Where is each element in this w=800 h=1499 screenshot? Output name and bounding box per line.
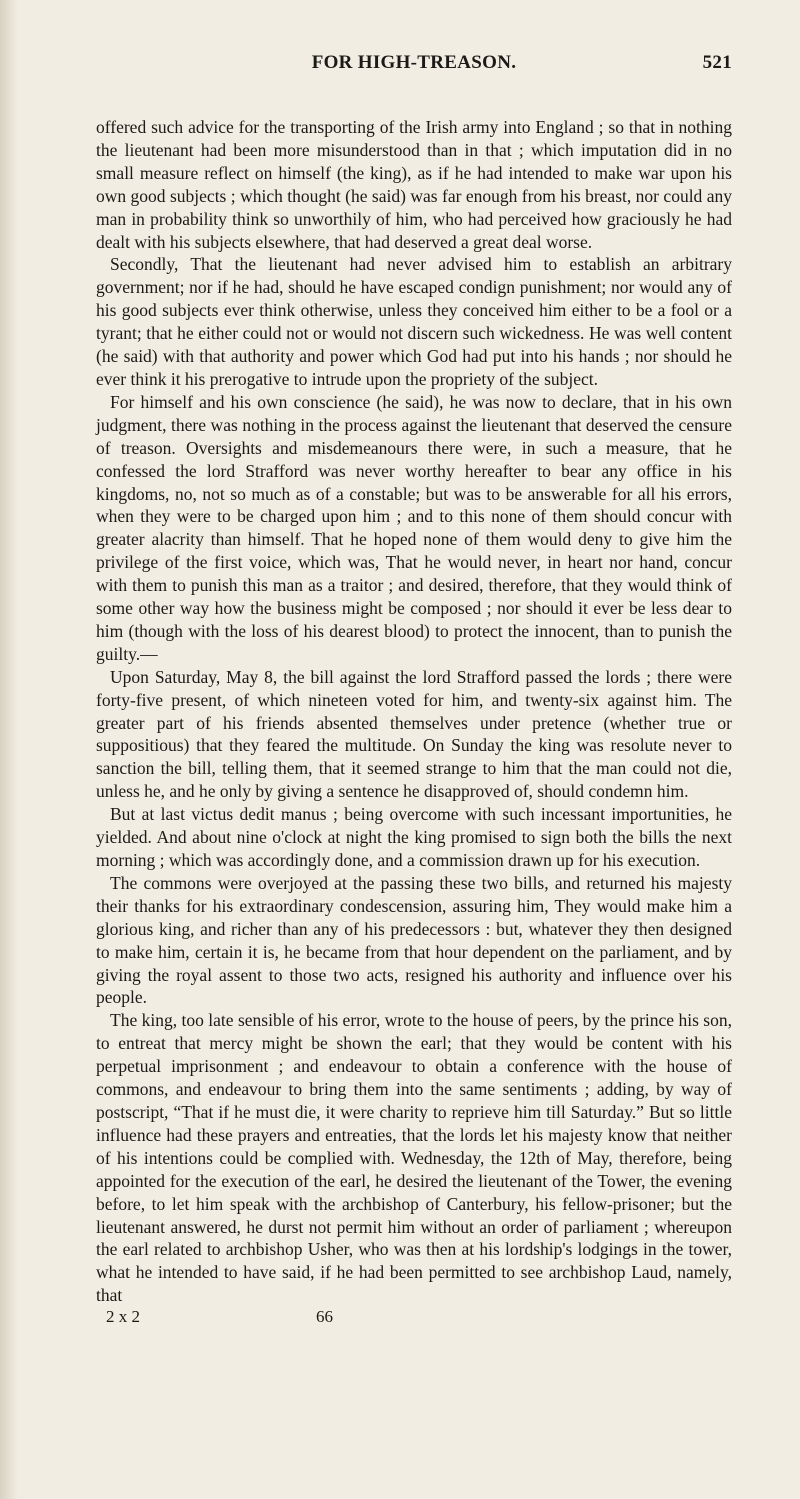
page-gutter-shadow	[0, 0, 18, 1499]
paragraph: The commons were overjoyed at the passing these two bills, and returned his majesty their thanks for his extraordinary condescension, assuring him, They would make him a glorious king, and richer than any of his predecessors : but, whatever they then designed to make him, certain it is, he became from that hour dependent on the parliament, and by giving the royal assent to those two acts, resigned his authority and influence over his people.	[96, 872, 732, 1008]
body-text	[96, 116, 732, 1307]
paragraph: offered such advice for the transporting of the Irish army into England ; so that in nothing the lieutenant had been more misunderstood than in that ; which imputation did in no small measure reflect on himself (the king), as if he had intended to make war upon his own good subjects ; which thought (he said) was far enough from his breast, nor could any man in probability think so unworthily of him, who had perceived how graciously he had dealt with his subjects elsewhere, that had deserved a great deal worse.	[96, 117, 732, 252]
running-header	[96, 0, 732, 104]
paragraph: But at last victus dedit manus ; being overcome with such incessant importunities, he yielded. And about nine o'clock at night the king promised to sign both the bills the next morning ; which was accordingly done, and a commission drawn up for his execution.	[96, 804, 732, 870]
page-number: 521	[702, 52, 732, 73]
paragraph: The king, too late sensible of his error, wrote to the house of peers, by the prince his son, to entreat that mercy might be shown the earl; that they would be content with his perpetual imprisonment ; and endeavour to obtain a conference with the house of commons, and endeavour to bring them into the same sentiments ; adding, by way of postscript, “That if he must die, it were charity to reprieve him till Saturday.” But so little influence had these prayers and entreaties, that the lords let his majesty know that neither of his intentions could be complied with. Wednesday, the 12th of May, therefore, being appointed for the execution of the earl, he desired the lieutenant of the Tower, the evening before, to let him speak with the archbishop of Canterbury, his fellow-prisoner; but the lieutenant answered, he durst not permit him without an order of parliament ; whereupon the earl related to archbishop Usher, who was then at his lordship's lodgings in the tower, what he intended to have said, if he had been permitted to see archbishop Laud, namely, that	[96, 1010, 732, 1306]
paragraph: Upon Saturday, May 8, the bill against the lord Strafford passed the lords ; there were forty-five present, of which nineteen voted for him, and twenty-six against him. The greater part of his friends absented themselves under pretence (whether true or suppositious) that they feared the multitude. On Sunday the king was resolute never to sanction the bill, telling them, that it seemed strange to him that the man could not die, unless he, and he only by giving a sentence he disapproved of, should condemn him.	[96, 666, 732, 802]
paragraph: Secondly, That the lieutenant had never advised him to establish an arbitrary government; nor if he had, should he have escaped condign punishment; nor would any of his good subjects ever think otherwise, unless they conceived him either to be a fool or a tyrant; that he either could not or would not discern such wickedness. He was well content (he said) with that authority and power which God had put into his hands ; nor should he ever think it his prerogative to intrude upon the propriety of the subject.	[96, 254, 732, 389]
signature-mark: 2 x 2	[106, 1307, 140, 1327]
page-footer	[96, 1307, 732, 1329]
footer-number: 66	[316, 1307, 333, 1327]
running-title: FOR HIGH-TREASON.	[311, 52, 517, 73]
paragraph: For himself and his own conscience (he said), he was now to declare, that in his own judgment, there was nothing in the process against the lieutenant that deserved the censure of treason. Oversights and misdemeanours there were, in such a measure, that he confessed the lord Strafford was never worthy hereafter to bear any office in his kingdoms, no, not so much as of a constable; but was to be answerable for all his errors, when they were to be charged upon him ; and to this none of them should concur with greater alacrity than himself. That he hoped none of them would deny to give him the privilege of the first voice, which was, That he would never, in heart nor hand, concur with them to punish this man as a traitor ; and desired, therefore, that they would think of some other way how the business might be composed ; nor should it ever be less dear to him (though with the loss of his dearest blood) to protect the innocent, than to punish the guilty.—	[96, 391, 732, 664]
